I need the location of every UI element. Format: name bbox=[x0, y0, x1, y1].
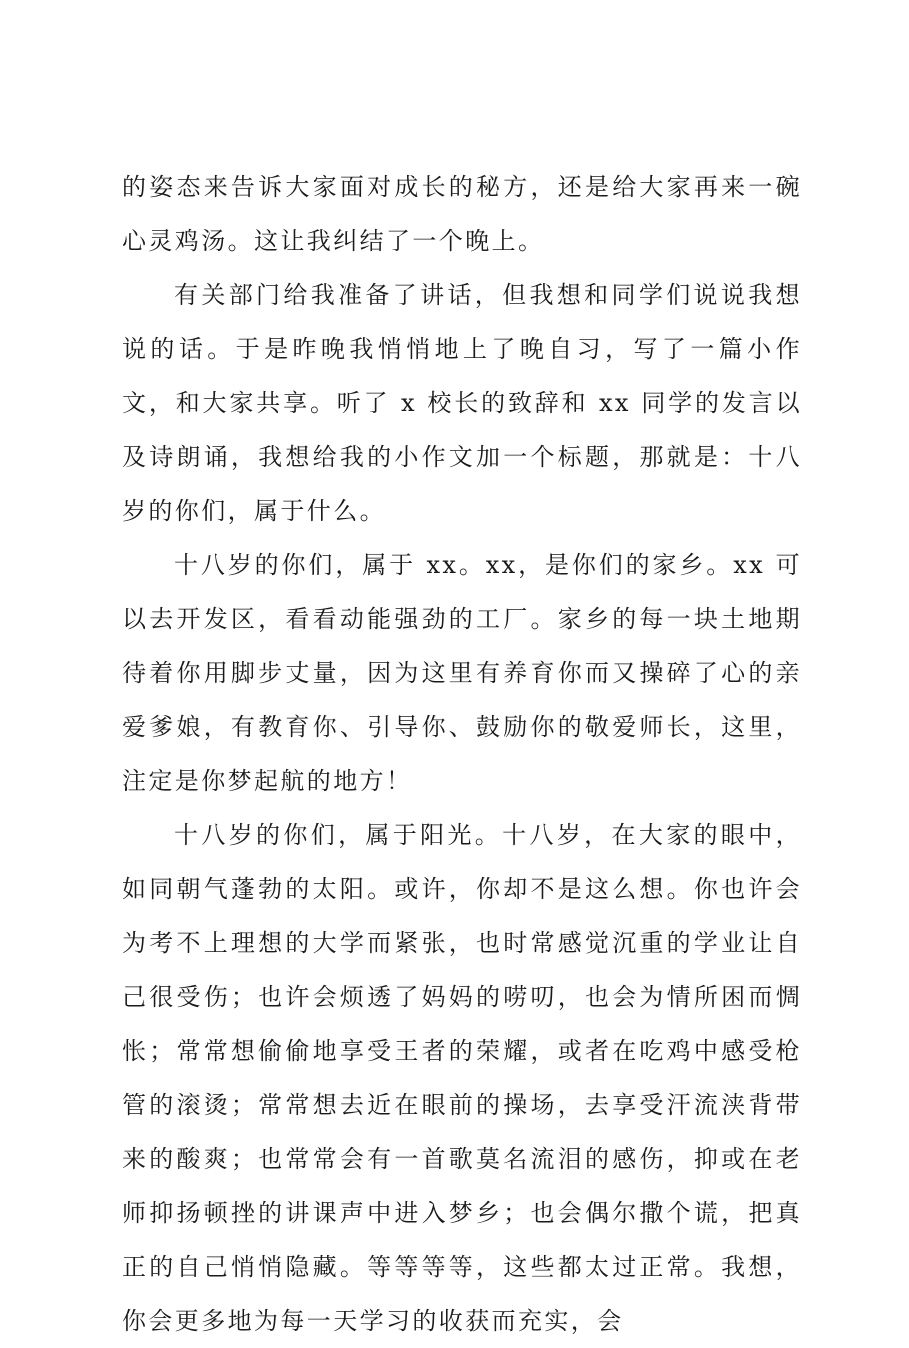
paragraph-department-speech: 有关部门给我准备了讲话，但我想和同学们说说我想说的话。于是昨晚我悄悄地上了晚自习，写了一篇小作文，和大家共享。听了 x 校长的致辞和 xx 同学的发言以及诗朗诵，我想给我的小作文加一个标题，那就是：十八岁的你们，属于什么。 bbox=[122, 281, 802, 525]
paragraph-continued: 的姿态来告诉大家面对成长的秘方，还是给大家再来一碗心灵鸡汤。这让我纠结了一个晚上。 bbox=[122, 173, 802, 255]
document-body bbox=[122, 160, 802, 1348]
paragraph-hometown: 十八岁的你们，属于 xx。xx，是你们的家乡。xx 可以去开发区，看看动能强劲的工厂。家乡的每一块土地期待着你用脚步丈量，因为这里有养育你而又操碎了心的亲爱爹娘，有教育你、引导你、鼓励你的敬爱师长，这里，注定是你梦起航的地方！ bbox=[122, 551, 802, 795]
paragraph-sunshine: 十八岁的你们，属于阳光。十八岁，在大家的眼中，如同朝气蓬勃的太阳。或许，你却不是这么想。你也许会为考不上理想的大学而紧张，也时常感觉沉重的学业让自己很受伤；也许会烦透了妈妈的唠叨，也会为情所困而惆怅；常常想偷偷地享受王者的荣耀，或者在吃鸡中感受枪管的滚烫；常常想去近在眼前的操场，去享受汗流浃背带来的酸爽；也常常会有一首歌莫名流泪的感伤，抑或在老师抑扬顿挫的讲课声中进入梦乡；也会偶尔撒个谎，把真正的自己悄悄隐藏。等等等等，这些都太过正常。我想，你会更多地为每一天学习的收获而充实，会 bbox=[122, 821, 802, 1335]
